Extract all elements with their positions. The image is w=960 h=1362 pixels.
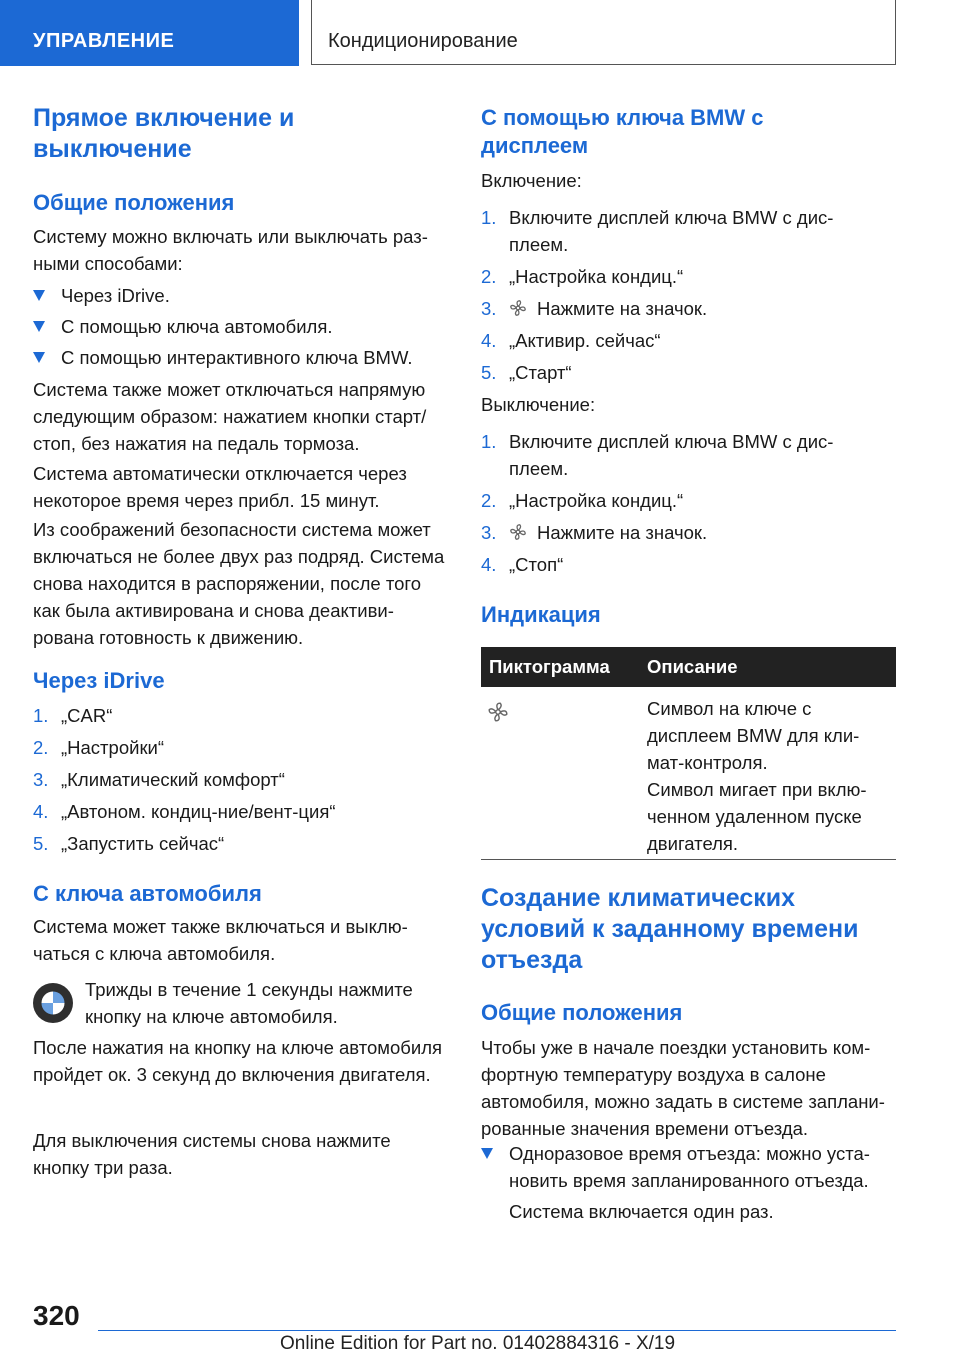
idrive-steps — [33, 702, 448, 857]
list-item: 1. „CAR“ — [33, 705, 113, 726]
list-item: 2. „Настройка кондиц.“ — [481, 266, 684, 287]
list-item: 1. Включите дисплей ключа BMW с дисплеем. — [481, 207, 834, 255]
key-off: Для выключения системы снова нажмите кнопку три раза. — [33, 1130, 391, 1178]
list-item: 1. Включите дисплей ключа BMW с дисплеем. — [481, 431, 834, 479]
paragraph-auto-off: Система автоматически отключается через некоторое время через прибл. 15 минут. — [33, 463, 407, 511]
bullet-subtext: Система включается один раз. — [509, 1201, 774, 1222]
bullet-item: Через iDrive. — [33, 282, 448, 309]
off-steps — [481, 428, 881, 578]
list-item: 5. „Старт“ — [481, 362, 572, 383]
heading-general: Общие положения — [33, 190, 235, 215]
table-header — [481, 647, 896, 687]
table-desc-symbol: Символ на ключе с дисплеем BMW для климат-контроля. — [647, 698, 860, 773]
triangle-bullet-icon — [33, 290, 45, 301]
triangle-bullet-icon — [33, 352, 45, 363]
key-after: После нажатия на кнопку на ключе автомобиля пройдет ок. 3 секунд до включения двигателя. — [33, 1037, 443, 1085]
fan-icon — [509, 523, 527, 541]
list-item: 3. Нажмите на значок. — [481, 522, 708, 543]
list-item: 3. „Климатический комфорт“ — [33, 769, 285, 790]
column-header-description: Описание — [647, 656, 738, 677]
section-tab: УПРАВЛЕНИЕ — [0, 0, 299, 66]
paragraph-safety: Из соображений безопасности система может включаться не более двух раз подряд. Система снова находится в распоряжении, после того как была активирована и снова деактивирована готовность к движению. — [33, 519, 445, 648]
on-steps — [481, 204, 881, 386]
bullet-item: Одноразовое время отъезда: можно установить время запланированного отъезда. — [481, 1140, 893, 1194]
page-number: 320 — [33, 1300, 80, 1331]
key-instruction: Трижды в течение 1 секунды нажмите кнопку на ключе автомобиля. — [85, 979, 413, 1027]
heading-display-key: С помощью ключа BMW с дисплеем — [481, 105, 764, 158]
section-title-direct: Прямое включение и выключение — [33, 104, 295, 163]
list-item: 4. „Активир. сейчас“ — [481, 330, 661, 351]
bullet-item: С помощью интерактивного ключа BMW. — [33, 344, 448, 371]
triangle-bullet-icon — [33, 321, 45, 332]
list-item: 2. „Настройка кондиц.“ — [481, 490, 684, 511]
list-item: 3. Нажмите на значок. — [481, 298, 708, 319]
heading-key: С ключа автомобиля — [33, 881, 262, 906]
bmw-key-button-icon — [33, 983, 73, 1023]
column-header-pictogram: Пиктограмма — [489, 656, 610, 677]
indication-table — [481, 647, 896, 860]
paragraph-stop: Система также может отключаться напрямую следующим образом: нажатием кнопки старт/стоп, без нажатия на педаль тормоза. — [33, 379, 427, 454]
heading-idrive: Через iDrive — [33, 668, 165, 693]
section-title-climate: Создание климатических условий к заданному времени отъезда — [481, 884, 859, 974]
bullet-item: С помощью ключа автомобиля. — [33, 313, 448, 340]
heading-general-right: Общие положения — [481, 1000, 683, 1025]
triangle-bullet-icon — [481, 1148, 493, 1159]
list-item: 4. „Стоп“ — [481, 554, 564, 575]
list-item: 5. „Запустить сейчас“ — [33, 833, 225, 854]
list-item: 2. „Настройки“ — [33, 737, 165, 758]
off-label: Выключение: — [481, 394, 596, 415]
fan-icon — [487, 701, 509, 723]
on-label: Включение: — [481, 170, 582, 191]
table-row — [481, 687, 896, 860]
fan-icon — [509, 299, 527, 317]
key-text: Система может также включаться и выключаться с ключа автомобиля. — [33, 916, 408, 964]
general-text: Систему можно включать или выключать разными способами: — [33, 226, 428, 274]
list-item: 4. „Автоном. кондиц-ние/вент-ция“ — [33, 801, 336, 822]
chapter-title: Кондиционирование — [311, 0, 896, 65]
general-text-right: Чтобы уже в начале поездки установить комфортную температуру воздуха в салоне автомобиля, можно задать в системе запланированные значения времени отъезда. — [481, 1037, 885, 1139]
heading-indication: Индикация — [481, 602, 601, 627]
footer-divider — [98, 1330, 896, 1331]
footer-edition: Online Edition for Part no. 01402884316 - X/19 — [280, 1333, 676, 1354]
table-desc-blink: Символ мигает при включенном удаленном пуске двигателя. — [647, 779, 867, 854]
